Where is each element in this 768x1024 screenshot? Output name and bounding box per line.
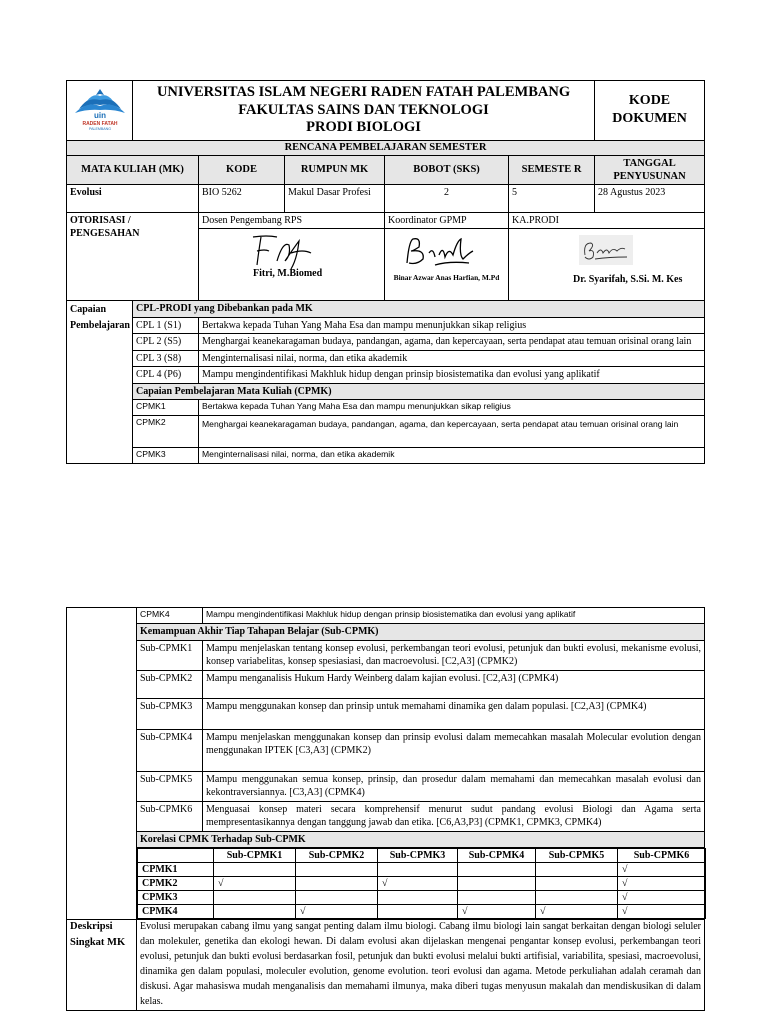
matrix-cell — [618, 863, 706, 877]
cpl-text: Bertakwa kepada Tuhan Yang Maha Esa dan mampu menunjukkan sikap religius — [199, 317, 705, 334]
cpl-code: CPL 2 (S5) — [133, 334, 199, 351]
check-mark-icon: √ — [462, 906, 468, 917]
kaprodi-signature-cell — [509, 229, 705, 301]
faculty-name: FAKULTAS SAINS DAN TEKNOLOGI — [238, 101, 489, 118]
matrix-cell — [214, 905, 296, 919]
cpl-code: CPL 1 (S1) — [133, 317, 199, 334]
cpl-heading: CPL-PRODI yang Dibebankan pada MK — [133, 301, 705, 318]
cpmk-text: Mampu mengindentifikasi Makhluk hidup dengan prinsip biosistematika dan evolusi yang aplikatif — [203, 608, 705, 624]
matrix-cell — [458, 877, 536, 891]
check-mark-icon: √ — [622, 864, 628, 875]
matrix-col-header: Sub-CPMK5 — [536, 849, 618, 863]
matrix-col-header: Sub-CPMK6 — [618, 849, 706, 863]
matrix-cell — [214, 863, 296, 877]
matrix-row — [138, 863, 706, 877]
dosen-name: Fitri, M.Biomed — [253, 268, 323, 280]
matrix-row — [138, 877, 706, 891]
matrix-cell — [618, 891, 706, 905]
matrix-row — [138, 891, 706, 905]
matrix-cell — [536, 891, 618, 905]
col-semester: SEMESTE R — [509, 155, 595, 184]
matrix-cell — [378, 863, 458, 877]
university-name: UNIVERSITAS ISLAM NEGERI RADEN FATAH PALEMBANG — [156, 84, 571, 101]
matrix-cell — [618, 877, 706, 891]
kaprodi-name: Dr. Syarifah, S.Si. M. Kes — [573, 274, 683, 286]
cpl-text: Menghargai keanekaragaman budaya, pandangan, agama, dan kepercayaan, serta pendapat atau temuan orisinal orang lain — [199, 334, 705, 351]
dosen-label: Dosen Pengembang RPS — [199, 212, 385, 229]
matrix-col-header: Sub-CPMK3 — [378, 849, 458, 863]
rps-table-page-2 — [66, 607, 705, 920]
check-mark-icon: √ — [622, 892, 628, 903]
matrix-row-label: CPMK1 — [138, 863, 214, 877]
col-mata-kuliah: MATA KULIAH (MK) — [67, 155, 199, 184]
subcpmk-text: Mampu menjelaskan menggunakan konsep dan prinsip evolusi dalam memecahkan masalah Molecular evolution dengan menggunakan IPTEK [C3,A3] (CPMK2) — [203, 729, 705, 771]
koordinator-label: Koordinator GPMP — [385, 212, 509, 229]
course-semester: 5 — [509, 184, 595, 212]
course-tanggal: 28 Agustus 2023 — [595, 184, 705, 212]
check-mark-icon: √ — [300, 906, 306, 917]
matrix-cell — [378, 905, 458, 919]
otorisasi-label: OTORISASI / PENGESAHAN — [67, 212, 199, 301]
matrix-cell — [214, 891, 296, 905]
kaprodi-label: KA.PRODI — [509, 212, 705, 229]
col-tanggal: TANGGAL PENYUSUNAN — [595, 155, 705, 184]
subcpmk-code: Sub-CPMK1 — [137, 640, 203, 670]
matrix-row-label: CPMK3 — [138, 891, 214, 905]
cpmk-text: Menghargai keanekaragaman budaya, pandangan, agama, dan kepercayaan, serta pendapat atau temuan orisinal orang lain — [199, 416, 705, 448]
subcpmk-code: Sub-CPMK6 — [137, 801, 203, 831]
cpl-text: Mampu mengindentifikasi Makhluk hidup dengan prinsip biosistematika dan evolusi yang aplikatif — [199, 367, 705, 384]
subcpmk-code: Sub-CPMK3 — [137, 698, 203, 729]
matrix-row-label: CPMK4 — [138, 905, 214, 919]
koordinator-name: Binar Azwar Anas Harfian, M.Pd — [393, 273, 500, 283]
matrix-cell — [536, 905, 618, 919]
koordinator-signature-cell — [385, 229, 509, 301]
col-rumpun: RUMPUN MK — [285, 155, 385, 184]
col-bobot: BOBOT (SKS) — [385, 155, 509, 184]
col-kode: KODE — [199, 155, 285, 184]
course-rumpun: Makul Dasar Profesi — [285, 184, 385, 212]
continuation-label-cell — [67, 608, 137, 920]
logo-cell — [67, 81, 133, 141]
matrix-cell — [296, 863, 378, 877]
cpmk-code: CPMK1 — [133, 400, 199, 416]
korelasi-matrix-cell — [137, 848, 705, 920]
cpmk-code: CPMK4 — [137, 608, 203, 624]
check-mark-icon: √ — [218, 878, 224, 889]
matrix-cell — [458, 863, 536, 877]
institution-header — [133, 81, 595, 141]
subcpmk-code: Sub-CPMK2 — [137, 670, 203, 698]
check-mark-icon: √ — [622, 878, 628, 889]
cpl-code: CPL 3 (S8) — [133, 350, 199, 367]
matrix-cell — [296, 877, 378, 891]
cpmk-code: CPMK2 — [133, 416, 199, 448]
course-name: Evolusi — [67, 184, 199, 212]
matrix-row — [138, 905, 706, 919]
rps-title: RENCANA PEMBELAJARAN SEMESTER — [67, 140, 705, 155]
svg-text:PALEMBANG: PALEMBANG — [88, 127, 112, 131]
matrix-corner — [138, 849, 214, 863]
deskripsi-label: Deskripsi Singkat MK — [67, 918, 137, 1011]
subcpmk-code: Sub-CPMK4 — [137, 729, 203, 771]
matrix-cell — [458, 891, 536, 905]
korelasi-matrix — [137, 848, 706, 919]
svg-text:uin: uin — [94, 111, 106, 120]
course-bobot: 2 — [385, 184, 509, 212]
matrix-cell — [214, 877, 296, 891]
rps-table-page-1 — [66, 80, 705, 464]
subcpmk-text: Mampu menganalisis Hukum Hardy Weinberg dalam kajian evolusi. [C2,A3] (CPMK4) — [203, 670, 705, 698]
matrix-cell — [618, 905, 706, 919]
matrix-col-header: Sub-CPMK2 — [296, 849, 378, 863]
cpmk-code: CPMK3 — [133, 448, 199, 464]
cpmk-text: Bertakwa kepada Tuhan Yang Maha Esa dan mampu menunjukkan sikap religius — [199, 400, 705, 416]
matrix-cell — [378, 891, 458, 905]
matrix-row-label: CPMK2 — [138, 877, 214, 891]
cpmk-heading: Capaian Pembelajaran Mata Kuliah (CPMK) — [133, 383, 705, 400]
matrix-cell — [536, 863, 618, 877]
deskripsi-table — [66, 918, 705, 1011]
check-mark-icon: √ — [382, 878, 388, 889]
subcpmk-text: Mampu menjelaskan tentang konsep evolusi, perkembangan teori evolusi, petunjuk dan bukti evolusi, mekanisme evolusi, konsep variabelitas, konsep spesiasiasi, dan macroevolusi. [C2,A3] (CPMK2) — [203, 640, 705, 670]
course-kode: BIO 5262 — [199, 184, 285, 212]
matrix-cell — [378, 877, 458, 891]
capaian-label: Capaian Pembelajaran — [67, 301, 133, 464]
subcpmk-text: Mampu menggunakan semua konsep, prinsip, dan prosedur dalam memahami dan memecahkan masalah evolusi dan kekontraversiannya. [C3,A3] (CPMK4) — [203, 771, 705, 801]
subcpmk-heading: Kemampuan Akhir Tiap Tahapan Belajar (Sub-CPMK) — [137, 624, 705, 641]
subcpmk-text: Mampu menggunakan konsep dan prinsip untuk memahami dinamika gen dalam populasi. [C2,A3] (CPMK4) — [203, 698, 705, 729]
matrix-cell — [536, 877, 618, 891]
cpl-text: Menginternalisasi nilai, norma, dan etika akademik — [199, 350, 705, 367]
koordinator-signature-icon — [399, 233, 479, 273]
dosen-signature-cell — [199, 229, 385, 301]
check-mark-icon: √ — [622, 906, 628, 917]
check-mark-icon: √ — [540, 906, 546, 917]
kaprodi-signature-icon — [579, 235, 633, 265]
matrix-col-header: Sub-CPMK4 — [458, 849, 536, 863]
matrix-cell — [296, 891, 378, 905]
subcpmk-code: Sub-CPMK5 — [137, 771, 203, 801]
program-name: PRODI BIOLOGI — [306, 118, 421, 135]
korelasi-heading: Korelasi CPMK Terhadap Sub-CPMK — [137, 831, 705, 848]
kode-dokumen: KODE DOKUMEN — [595, 81, 705, 141]
matrix-cell — [296, 905, 378, 919]
cpl-code: CPL 4 (P6) — [133, 367, 199, 384]
svg-text:RADEN FATAH: RADEN FATAH — [82, 121, 118, 127]
matrix-cell — [458, 905, 536, 919]
deskripsi-text: Evolusi merupakan cabang ilmu yang sangat penting dalam ilmu biologi. Cabang ilmu biologi lain sangat berkaitan dengan biologi seluler dan molekuler, genetika dan ekologi hewan. Di dalam evolusi akan dijelaskan mengenai pengantar konsep evolusi, perkembangan teori evolusi, petunjuk dan bukti evolusi berdasarkan fosil, petunjuk dan bukti evolusi melalui bukti artifisial, variabilita, spesiasi, macroevolusi, dinamika gen dalam populasi, moleculer evolution, genome evolution. teori evolusi dan agama. Metode perkuliahan adalah ceramah dan diskusi. Agar mahasiswa mudah menganalisis dan memahami ilmunya, maka diberi tugas menyusun makalah dan mendiskusikan di dalam kelas. — [137, 918, 705, 1011]
subcpmk-text: Menguasai konsep materi secara komprehensif menurut sudut pandang evolusi Biologi dan Agama serta mempresentasikannya dengan tanggung jawab dan etika. [C6,A3,P3] (CPMK1, CPMK3, CPMK4) — [203, 801, 705, 831]
cpmk-text: Menginternalisasi nilai, norma, dan etika akademik — [199, 448, 705, 464]
university-logo-icon — [71, 85, 129, 131]
matrix-col-header: Sub-CPMK1 — [214, 849, 296, 863]
